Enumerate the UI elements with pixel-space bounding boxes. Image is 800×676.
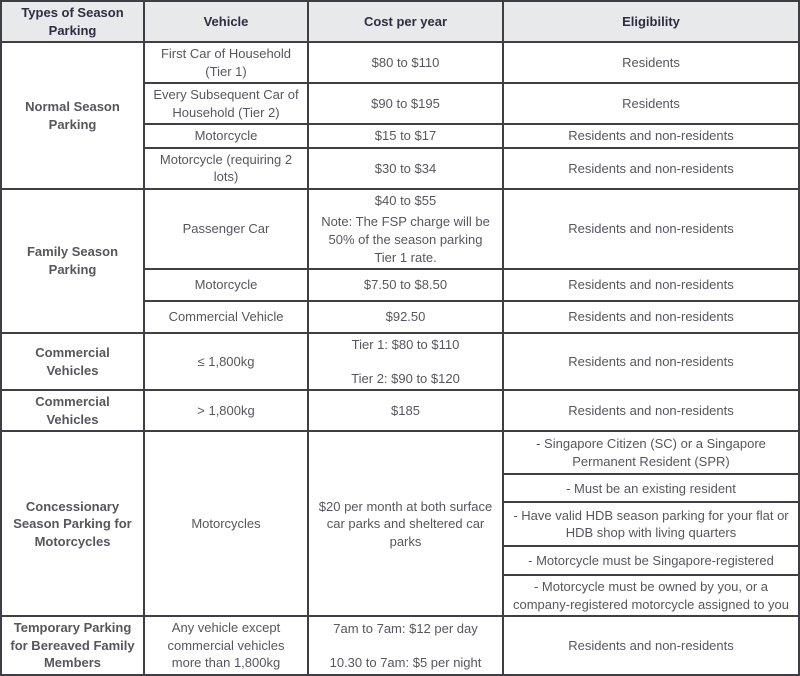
cell-cost: $90 to $195 <box>308 83 503 124</box>
cell-eligibility: Residents and non-residents <box>503 390 799 431</box>
cell-cost <box>308 333 503 390</box>
cell-eligibility-item: - Must be an existing resident <box>503 474 799 502</box>
cell-vehicle: Motorcycles <box>144 431 308 616</box>
cell-eligibility: Residents and non-residents <box>503 189 799 269</box>
cell-cost: $185 <box>308 390 503 431</box>
cell-cost <box>308 616 503 675</box>
cost-line: Tier 1: $80 to $110 <box>351 337 460 353</box>
cell-vehicle: Motorcycle (requiring 2 lots) <box>144 148 308 189</box>
cost-line: 10.30 to 7am: $5 per night <box>329 654 482 670</box>
cell-vehicle: Commercial Vehicle <box>144 301 308 333</box>
cell-eligibility: Residents <box>503 83 799 124</box>
cell-eligibility: Residents and non-residents <box>503 333 799 390</box>
cell-vehicle: > 1,800kg <box>144 390 308 431</box>
cell-eligibility-item: - Have valid HDB season parking for your flat or HDB shop with living quarters <box>503 502 799 546</box>
cell-eligibility: Residents and non-residents <box>503 124 799 148</box>
header-row <box>1 1 799 42</box>
cell-cost: $30 to $34 <box>308 148 503 189</box>
cell-cost: $20 per month at both surface car parks and sheltered car parks <box>308 431 503 616</box>
cell-vehicle: Passenger Car <box>144 189 308 269</box>
cost-line: 7am to 7am: $12 per day <box>333 621 478 637</box>
header-types: Types of Season Parking <box>1 1 144 42</box>
cell-eligibility: Residents <box>503 42 799 83</box>
cost-line: $40 to $55 <box>374 192 437 208</box>
cell-type-temporary: Temporary Parking for Bereaved Family Members <box>1 616 144 675</box>
header-eligibility: Eligibility <box>503 1 799 42</box>
header-vehicle: Vehicle <box>144 1 308 42</box>
cell-type-family: Family Season Parking <box>1 189 144 333</box>
cell-cost: $92.50 <box>308 301 503 333</box>
table-row <box>1 42 799 83</box>
cell-vehicle: Motorcycle <box>144 269 308 301</box>
table-row <box>1 333 799 390</box>
cell-vehicle: Motorcycle <box>144 124 308 148</box>
cell-cost: $7.50 to $8.50 <box>308 269 503 301</box>
cell-eligibility: Residents and non-residents <box>503 148 799 189</box>
cost-line: Tier 2: $90 to $120 <box>351 370 460 386</box>
cost-note: Note: The FSP charge will be 50% of the season parking Tier 1 rate. <box>321 214 490 265</box>
cell-vehicle: Every Subsequent Car of Household (Tier 2) <box>144 83 308 124</box>
cell-eligibility: Residents and non-residents <box>503 269 799 301</box>
cell-type-normal: Normal Season Parking <box>1 42 144 189</box>
cell-eligibility: Residents and non-residents <box>503 301 799 333</box>
cell-vehicle: ≤ 1,800kg <box>144 333 308 390</box>
table-row <box>1 431 799 474</box>
cell-vehicle: Any vehicle except commercial vehicles more than 1,800kg <box>144 616 308 675</box>
table-row <box>1 616 799 675</box>
cell-type-concessionary: Concessionary Season Parking for Motorcycles <box>1 431 144 616</box>
cell-eligibility-item: - Motorcycle must be Singapore-registered <box>503 546 799 575</box>
cell-eligibility-item: - Singapore Citizen (SC) or a Singapore Permanent Resident (SPR) <box>503 431 799 474</box>
cell-cost <box>308 189 503 269</box>
cell-vehicle: First Car of Household (Tier 1) <box>144 42 308 83</box>
cell-eligibility: Residents and non-residents <box>503 616 799 675</box>
cell-cost: $15 to $17 <box>308 124 503 148</box>
cell-type-commercial-gt: Commercial Vehicles <box>1 390 144 431</box>
cell-type-commercial-le: Commercial Vehicles <box>1 333 144 390</box>
cell-eligibility-item: - Motorcycle must be owned by you, or a company-registered motorcycle assigned to you <box>503 575 799 616</box>
table-row <box>1 189 799 269</box>
header-cost: Cost per year <box>308 1 503 42</box>
cell-cost: $80 to $110 <box>308 42 503 83</box>
table-row <box>1 390 799 431</box>
